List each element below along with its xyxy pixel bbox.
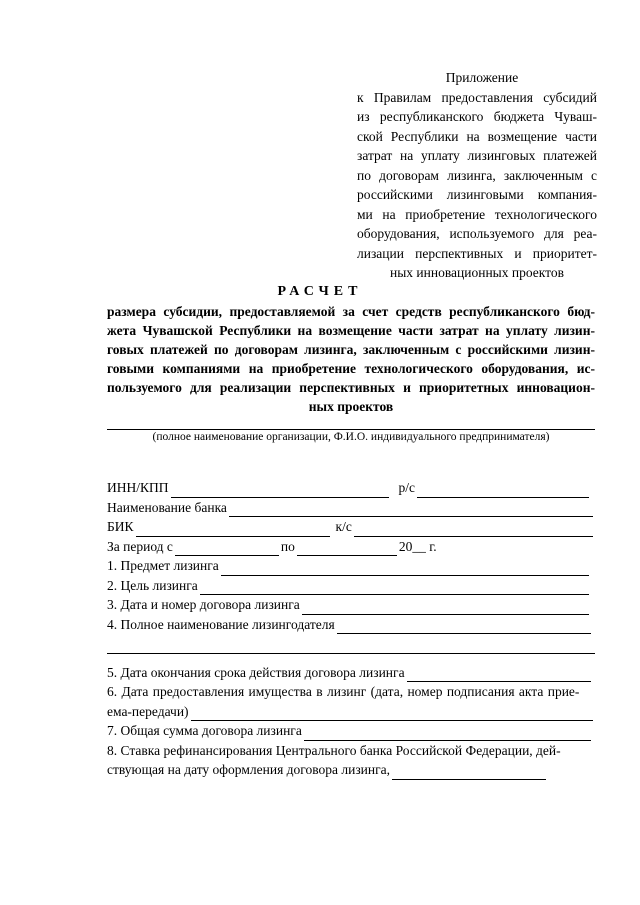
subtitle-line: размера субсидии, предоставляемой за счет средств республиканского бюд- [107,304,595,319]
organization-name-field[interactable] [107,429,595,430]
period-row [107,537,595,557]
appendix-line: по договорам лизинга, заключенным с [357,167,597,183]
item4-label: 4. Полное наименование лизингодателя [107,616,335,632]
appendix-block [357,68,597,283]
item8-label: 8. Ставка рефинансирования Центрального банка Российской Федерации, дей- [107,742,561,758]
bank-row [107,498,595,518]
item8-continuation-row [107,760,595,780]
item2-field[interactable] [200,580,589,595]
period-from-label: За период с [107,538,173,554]
item6-continuation-row [107,702,595,722]
item2-row [107,576,595,596]
bik-field[interactable] [136,522,330,537]
appendix-line: лизации перспективных и приоритет- [357,245,597,261]
item3-field[interactable] [302,600,589,615]
item8-label-cont: ствующая на дату оформления договора лизинга, [107,762,391,777]
account-field[interactable] [417,483,589,498]
subtitle-line: пользуемого для реализации перспективных и приоритетных инновацион- [107,380,595,395]
appendix-line: затрат на уплату лизинговых платежей [357,148,597,163]
item3-label: 3. Дата и номер договора лизинга [107,597,300,612]
bank-field[interactable] [229,502,593,517]
item7-row [107,721,595,741]
item7-label: 7. Общая сумма договора лизинга [107,723,302,738]
inn-field[interactable] [171,483,389,498]
item1-row [107,556,595,576]
appendix-line: оборудования, используемого для реа- [357,226,597,241]
item4-continuation-field[interactable] [107,634,595,654]
item6-label: 6. Дата предоставления имущества в лизинг (дата, номер подписания акта прие- [107,684,580,699]
appendix-line: к Правилам предоставления субсидий [357,89,597,105]
appendix-line: ных инновационных проектов [390,265,564,280]
bank-label: Наименование банка [107,499,227,515]
corr-field[interactable] [354,522,593,537]
period-year: 20__ г. [398,538,437,554]
organization-caption: (полное наименование организации, Ф.И.О. индивидуального предпринимателя) [152,431,550,443]
corr-label: к/с [335,519,352,534]
item1-label: 1. Предмет лизинга [107,558,219,573]
inn-label: ИНН/КПП [107,480,169,495]
document-heading: РАСЧЕТ [277,284,363,299]
form-fields [107,478,595,780]
appendix-line: ской Республики на возмещение части [357,128,597,144]
item6-field[interactable] [191,706,593,721]
item7-field[interactable] [304,726,591,741]
appendix-line: российскими лизинговыми компания- [357,187,597,202]
period-from-field[interactable] [175,541,279,556]
item8-field[interactable] [392,765,546,780]
item3-row [107,595,595,615]
item5-row [107,663,595,683]
account-label: р/с [398,480,416,495]
item8-row [107,741,595,761]
item5-label: 5. Дата окончания срока действия договора лизинга [107,664,405,680]
item2-label: 2. Цель лизинга [107,577,198,593]
bik-label: БИК [107,519,134,534]
appendix-title: Приложение [445,70,519,85]
appendix-line: из республиканского бюджета Чуваш- [357,109,597,124]
item4-field[interactable] [337,619,591,634]
document-subtitle [107,302,595,416]
subtitle-line: ных проектов [308,399,394,414]
subtitle-line: жета Чувашской Республики на возмещение части затрат на уплату лизин- [107,323,595,338]
inn-row [107,478,595,498]
item6-row [107,682,595,702]
subtitle-line: говых платежей по договорам лизинга, заключенным с российскими лизин- [107,342,595,357]
item5-field[interactable] [407,667,591,682]
period-to-label: по [280,538,295,554]
bik-row [107,517,595,537]
subtitle-line: говыми компаниями на приобретение технологического оборудования, ис- [107,361,595,376]
item6-label-cont: ема-передачи) [107,703,189,719]
appendix-line: ми на приобретение технологического [357,206,597,222]
item1-field[interactable] [221,561,589,576]
period-to-field[interactable] [297,541,397,556]
item4-row [107,615,595,635]
